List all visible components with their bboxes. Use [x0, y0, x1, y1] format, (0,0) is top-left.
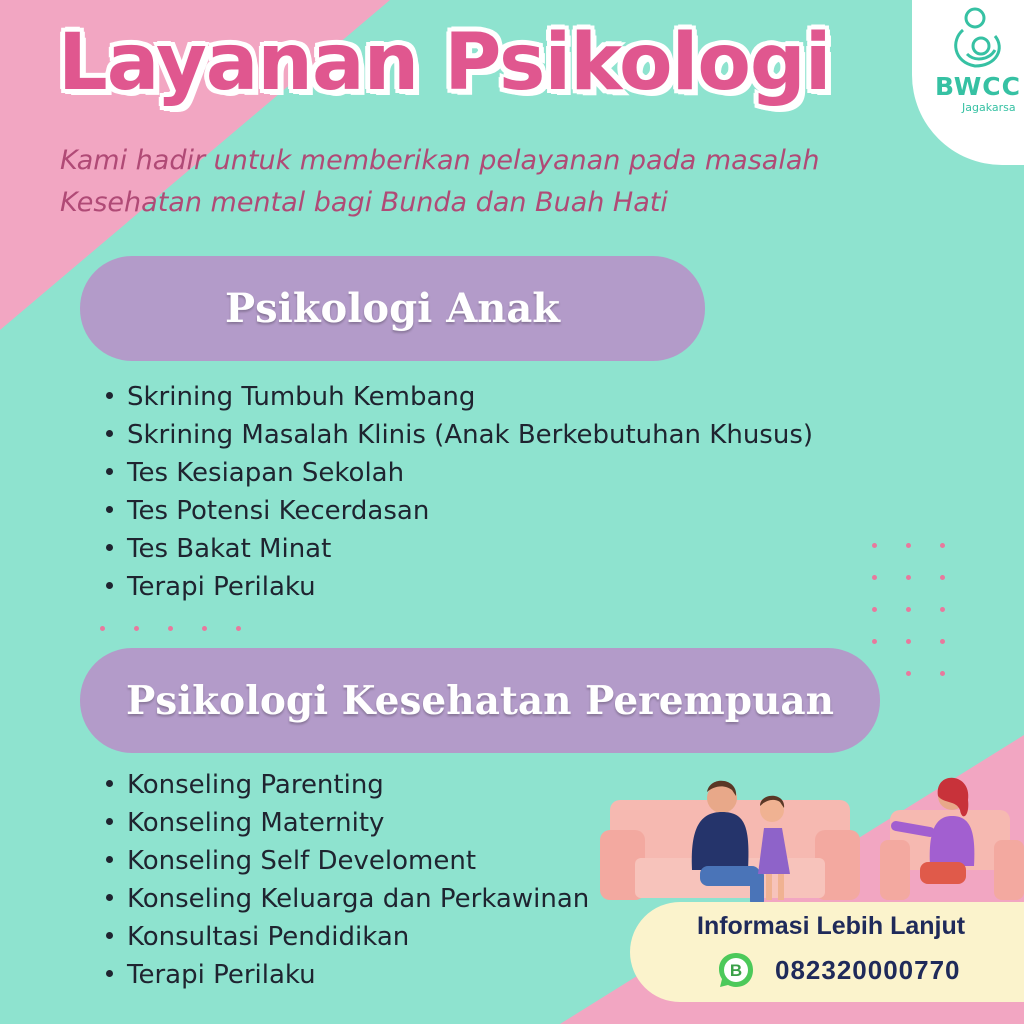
list-item: Konsultasi Pendidikan — [100, 918, 589, 956]
logo-name: BWCC — [935, 72, 1021, 101]
section-heading-perempuan: Psikologi Kesehatan Perempuan — [80, 648, 880, 753]
subtitle-line-2: Kesehatan mental bagi Bunda dan Buah Hati — [60, 187, 668, 218]
whatsapp-business-icon[interactable] — [716, 950, 756, 990]
list-item: Konseling Parenting — [100, 766, 589, 804]
mother-child-icon — [945, 4, 1015, 74]
list-item: Terapi Perilaku — [100, 956, 589, 994]
logo-location: Jagakarsa — [962, 101, 1016, 114]
list-item: Konseling Keluarga dan Perkawinan — [100, 880, 589, 918]
list-item: Terapi Perilaku — [100, 568, 813, 606]
list-item: Tes Bakat Minat — [100, 530, 813, 568]
contact-phone[interactable]: 082320000770 — [775, 955, 961, 985]
service-list-anak — [100, 378, 813, 606]
subtitle — [60, 140, 960, 224]
list-item: Tes Potensi Kecerdasan — [100, 492, 813, 530]
list-item: Konseling Self Develoment — [100, 842, 589, 880]
list-item: Konseling Maternity — [100, 804, 589, 842]
list-item: Skrining Tumbuh Kembang — [100, 378, 813, 416]
counseling-illustration — [600, 770, 1024, 910]
list-item: Tes Kesiapan Sekolah — [100, 454, 813, 492]
service-list-perempuan — [100, 766, 589, 994]
svg-text:B: B — [729, 961, 743, 980]
section-heading-anak: Psikologi Anak — [80, 256, 705, 361]
subtitle-line-1: Kami hadir untuk memberikan pelayanan pada masalah — [60, 145, 820, 176]
list-item: Skrining Masalah Klinis (Anak Berkebutuhan Khusus) — [100, 416, 813, 454]
page-title: Layanan Psikologi — [58, 18, 831, 108]
contact-title: Informasi Lebih Lanjut — [697, 912, 966, 940]
